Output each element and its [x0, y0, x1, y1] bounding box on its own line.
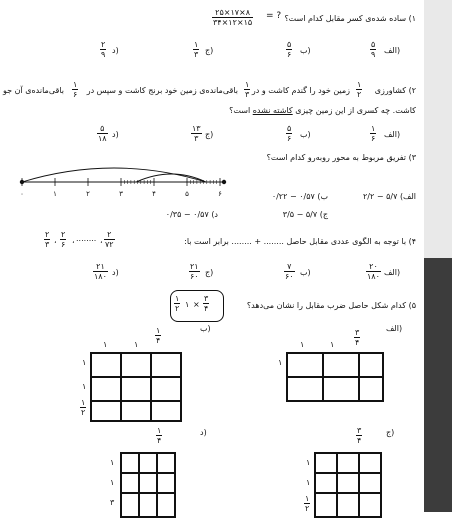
q2-option-d[interactable]: د) — [112, 130, 119, 139]
q2-frac-b: ۱ ۳ — [245, 80, 250, 99]
grid-a — [286, 352, 384, 402]
q1-suffix: = ? — [266, 11, 282, 21]
q1-option-a-value: ۵ ۹ — [371, 40, 376, 59]
q1-option-d-value: ۲ ۹ — [101, 40, 106, 59]
axis-tick-6: ۶ — [218, 190, 222, 198]
grid-c — [314, 452, 382, 518]
q4-option-a[interactable]: الف) — [384, 268, 401, 277]
grid-b-top-frac: ۱ ۴ — [156, 326, 161, 345]
q4-option-c[interactable]: ج) — [205, 268, 214, 277]
q3-option-b[interactable]: ب) ۰/۵۷ − ۰/۲۲ — [271, 192, 328, 201]
axis-tick-3: ۳ — [119, 190, 123, 198]
q1-text: ۱) ساده شده‌ی کسر مقابل کدام است؟ — [284, 14, 416, 23]
q2-option-c[interactable]: ج) — [205, 130, 214, 139]
q2-option-b-value: ۵ ۶ — [287, 124, 292, 143]
q3-number-line — [14, 160, 236, 206]
q2-line1-b: زمین خود را گندم کاشت و در — [251, 86, 350, 95]
grid-b — [90, 352, 182, 422]
q4-pattern-dots: ........ — [76, 234, 97, 243]
q3-text: ۳) تفریق مربوط به محور روبه‌رو کدام است؟ — [266, 153, 416, 162]
q2-option-c-value: ۱۳ ۳ — [192, 124, 201, 143]
q5-option-b[interactable]: ب) — [200, 324, 211, 333]
q4-pattern-3: ۲ ۷۲ — [105, 230, 114, 249]
q3-option-d[interactable]: د) ۰/۵۷ − ۰/۳۵ — [165, 210, 218, 219]
q1-fraction: ۲۵×۱۷×۸ ۳۴×۱۲×۱۵ — [213, 8, 253, 27]
q5-text: ۵) کدام شکل حاصل ضرب مقابل را نشان می‌دهد؟ — [246, 301, 416, 310]
q1-option-c[interactable]: ج) — [205, 46, 214, 55]
axis-tick-4: ۴ — [152, 190, 156, 198]
q1-option-b[interactable]: ب) — [300, 46, 311, 55]
q5-option-a[interactable]: الف) — [386, 324, 403, 333]
q3-option-a[interactable]: الف) ۵/۷ − ۲/۲ — [363, 192, 416, 201]
q5-option-d[interactable]: د) — [200, 428, 207, 437]
q2-frac-c: ۱ ۶ — [73, 80, 78, 99]
q2-option-b[interactable]: ب) — [300, 130, 311, 139]
q2-underlined: کاشته نشده — [252, 106, 293, 115]
q2-line1-c: باقی‌مانده‌ی زمین خود برنج کاشت و سپس در — [86, 86, 238, 95]
q4-option-b[interactable]: ب) — [300, 268, 311, 277]
q4-option-c-value: ۲۱ ۶۰ — [190, 262, 199, 281]
grid-c-top-frac: ۳ ۴ — [357, 426, 362, 445]
q2-option-a[interactable]: الف) — [384, 130, 401, 139]
q1-option-b-value: ۵ ۶ — [287, 40, 292, 59]
q4-option-d[interactable]: د) — [112, 268, 119, 277]
q2-option-d-value: ۵ ۱۸ — [98, 124, 107, 143]
q2-line2: کاشت. چه کسری از این زمین چیزی کاشته نشده است؟ — [229, 106, 416, 115]
q5-option-c[interactable]: ج) — [386, 428, 395, 437]
q5-expression: ۱ ۲ ۱ × ۳ ۴ — [170, 290, 224, 322]
q3-option-c[interactable]: ج) ۵/۷ − ۳/۵ — [282, 210, 328, 219]
grid-a-top-frac: ۳ ۴ — [355, 328, 360, 347]
q4-option-b-value: ۷ ۶۰ — [285, 262, 294, 281]
sidebar-light-strip — [424, 0, 452, 258]
q4-pattern-1: ۲ ۳ — [45, 230, 50, 249]
q4-option-d-value: ۲۱ ۱۸۰ — [94, 262, 107, 281]
grid-b-side-frac: ۱ ۲ — [81, 398, 86, 417]
q4-text: ۴) با توجه به الگوی عددی مقابل حاصل ........ + ........ برابر است با: — [184, 237, 416, 246]
q2-line1-a: ۲) کشاورزی — [374, 86, 416, 95]
sidebar-dark-strip — [424, 258, 452, 512]
q1-option-c-value: ۱ ۳ — [194, 40, 199, 59]
axis-tick-1: ۱ — [53, 190, 57, 198]
axis-tick-0: ۰ — [20, 190, 24, 198]
grid-d-top-frac: ۱ ۴ — [157, 426, 162, 445]
q2-frac-a: ۱ ۲ — [357, 80, 362, 99]
grid-d — [120, 452, 176, 518]
axis-tick-5: ۵ — [185, 190, 189, 198]
q2-option-a-value: ۱ ۶ — [371, 124, 376, 143]
q2-line1-d: باقی‌مانده‌ی آن جو — [2, 86, 64, 95]
q1-option-d[interactable]: د) — [112, 46, 119, 55]
q1-option-a[interactable]: الف) — [384, 46, 401, 55]
axis-tick-2: ۲ — [86, 190, 90, 198]
grid-c-side-frac: ۱ ۲ — [305, 494, 310, 513]
q4-option-a-value: ۲۰ ۱۸۰ — [367, 262, 380, 281]
q4-pattern-2: ۲ ۶ — [61, 230, 66, 249]
